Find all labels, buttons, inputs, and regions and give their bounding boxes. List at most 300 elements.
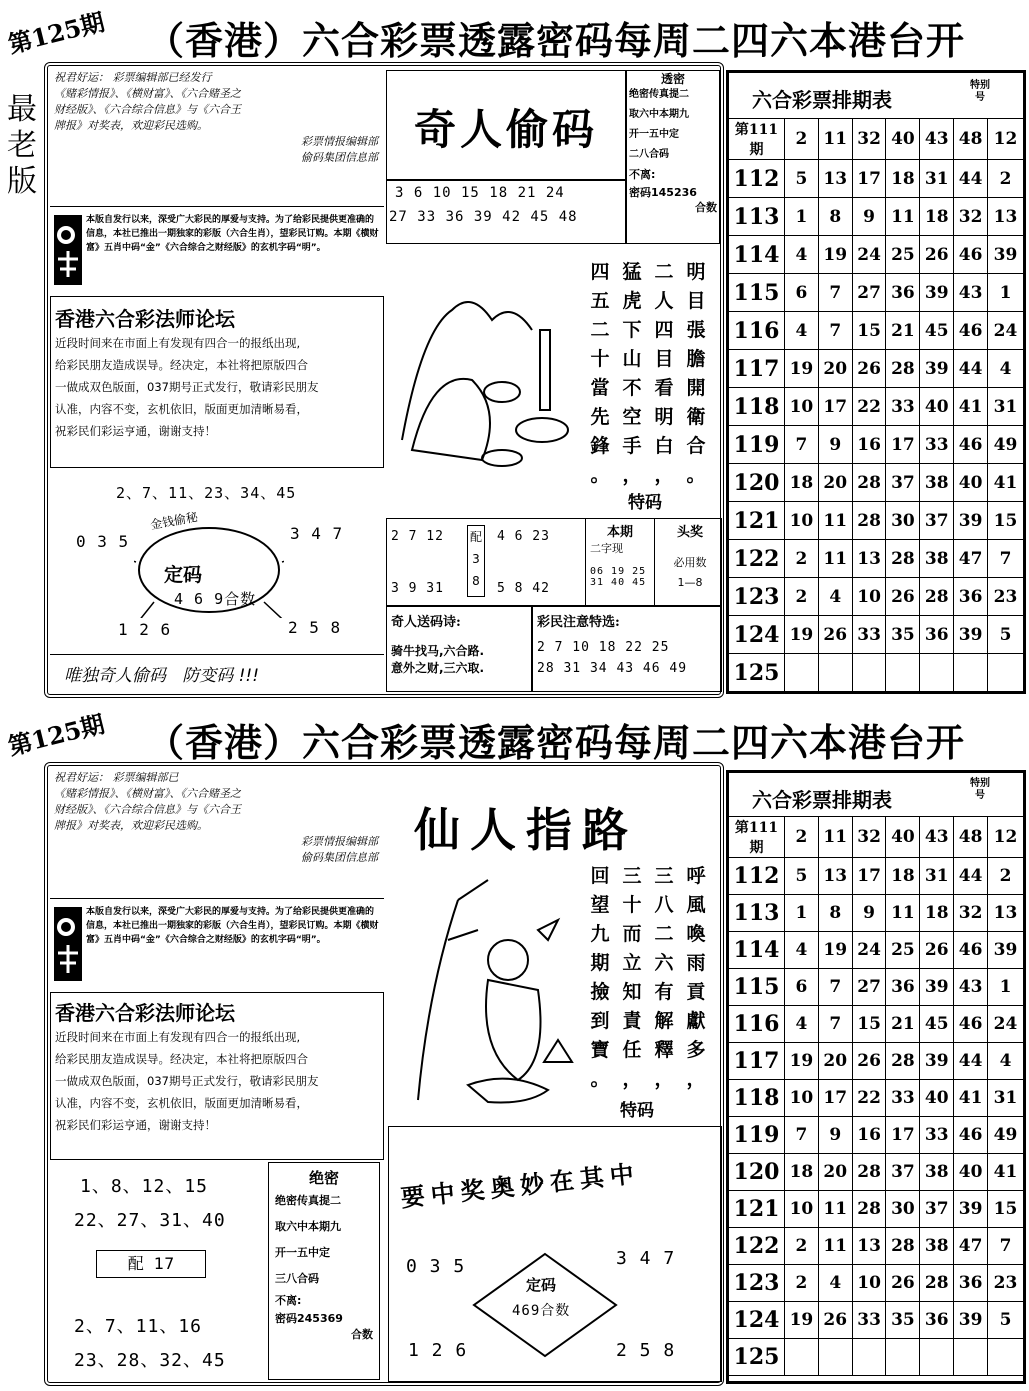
forum-line: 一做成双色版面，037期号正式发行，敬请彩民朋友 [55,380,319,394]
schedule-number: 30 [886,502,920,540]
poem-gift-box [386,606,532,692]
schedule-number: 28 [852,502,886,540]
schedule-number: 11 [886,198,920,236]
schedule-special: 24 [988,312,1024,350]
special-box [532,606,722,692]
schedule-number: 46 [954,426,988,464]
schedule-number: 28 [886,350,920,388]
schedule-row [729,1191,1024,1228]
schedule-number: 27 [852,274,886,312]
schedule-number [818,1339,852,1376]
schedule-number [785,654,819,692]
schedule-number: 41 [954,1080,988,1117]
schedule-number [920,1339,954,1376]
poem-gift-line: 骑牛找马,六合路. [391,644,485,658]
schedule-title-2: 六合彩票排期表 [752,788,892,812]
forum-line: 认准，内容不变，玄机依旧，版面更加清晰易看， [55,402,308,416]
schedule-number: 19 [785,1302,819,1339]
schedule-number: 37 [886,464,920,502]
schedule-number: 19 [818,932,852,969]
schedule-row [729,1080,1024,1117]
poem-char: 二 [654,923,674,945]
secret-buli: 不离: [629,168,656,181]
schedule-special: 49 [988,1117,1024,1154]
diamond-left: 0 3 5 [406,1256,466,1277]
poem-char: 四 [590,261,610,283]
schedule-number: 11 [818,1191,852,1228]
schedule-number: 4 [785,932,819,969]
schedule-number: 38 [920,540,954,578]
issue-number-2: 第125期 [5,709,108,761]
schedule-number: 46 [954,312,988,350]
side-label-char: 老 [7,128,37,163]
schedule-number: 18 [886,160,920,198]
schedule-number: 41 [954,388,988,426]
schedule-number: 18 [920,895,954,932]
poem-char: 虎 [622,290,642,312]
pei-mid-num: 8 [472,574,480,588]
schedule-special: 7 [988,1228,1024,1265]
pei-mid [467,525,485,597]
poem-char: ， [622,1068,642,1090]
schedule-number: 7 [818,969,852,1006]
schedule-special: 13 [988,895,1024,932]
poem-char: 目 [654,348,674,370]
schedule-number: 20 [818,464,852,502]
schedule-number: 13 [818,160,852,198]
schedule-number: 33 [852,616,886,654]
schedule-number: 24 [852,236,886,274]
pei-mid-num: 3 [472,552,480,566]
schedule-number: 26 [920,236,954,274]
poem-char: 空 [622,406,642,428]
schedule-special: 41 [988,1154,1024,1191]
schedule-number: 36 [954,578,988,616]
schedule-number: 10 [785,1080,819,1117]
schedule-number: 19 [785,1043,819,1080]
schedule-number: 17 [852,858,886,895]
juemi-line: 绝密传真提二 [275,1194,341,1207]
schedule-row [729,312,1024,350]
poem-col [588,258,612,490]
schedule-period: 115 [729,969,785,1006]
schedule-number: 39 [954,616,988,654]
schedule-number: 8 [818,198,852,236]
poem-char: 八 [654,894,674,916]
schedule-number: 10 [785,1191,819,1228]
schedule-number: 36 [886,274,920,312]
greeting-line: 《赌彩情报》、《横财富》、《六合赌圣之 [54,787,241,800]
greeting-line: 牌报》对奖表，欢迎彩民选购。 [54,819,208,832]
schedule-number: 36 [920,616,954,654]
poem-char: 期 [590,952,610,974]
poem-char: 十 [622,894,642,916]
schedule-number: 10 [785,502,819,540]
benqi-title: 本期 [606,525,633,540]
schedule-period: 117 [729,1043,785,1080]
schedule-number: 33 [852,1302,886,1339]
schedule-number: 22 [852,388,886,426]
poem-char: 張 [686,319,706,341]
poem-char: 寶 [590,1039,610,1061]
schedule-number: 43 [920,119,954,160]
schedule-number: 28 [852,1154,886,1191]
schedule-number: 26 [886,578,920,616]
dingma-block [50,472,384,652]
schedule-number: 4 [818,1265,852,1302]
schedule-number: 2 [785,578,819,616]
schedule-number: 5 [785,160,819,198]
schedule-special-head-2: 特别号 [970,778,990,801]
schedule-period: 119 [729,426,785,464]
schedule-period: 120 [729,464,785,502]
schedule-number: 16 [852,1117,886,1154]
secret-code: 密码145236 [629,186,697,199]
benqi-num: 06 19 25 [590,566,647,577]
schedule-row [729,578,1024,616]
schedule-row [729,502,1024,540]
poem-char: 責 [622,1010,642,1032]
schedule-period: 第111期 [729,119,785,160]
schedule-number: 36 [886,969,920,1006]
schedule-period: 112 [729,858,785,895]
schedule-number: 37 [886,1154,920,1191]
poem-char: 九 [590,923,610,945]
schedule-number: 39 [954,502,988,540]
schedule-number: 32 [852,119,886,160]
poem-char: 三 [622,865,642,887]
schedule-number: 43 [954,274,988,312]
poem-col [652,258,676,490]
schedule-number: 45 [920,1006,954,1043]
schedule-special: 5 [988,1302,1024,1339]
schedule-number: 18 [785,1154,819,1191]
toujiang-box [659,521,721,589]
juemi-buli: 不离: [275,1294,302,1307]
schedule-number: 35 [886,616,920,654]
schedule-number: 11 [818,540,852,578]
schedule-number [852,1339,886,1376]
nums-box [386,180,626,244]
pei-left2: 3 9 31 [391,581,444,596]
bottom-numbers [50,1162,266,1380]
poem-char: 二 [654,261,674,283]
greeting-line: 财经版》、《六合综合信息》与《六合王 [54,803,241,816]
schedule-period: 119 [729,1117,785,1154]
schedule-period: 121 [729,502,785,540]
schedule-number: 4 [785,1006,819,1043]
schedule-number: 22 [852,1080,886,1117]
forum-line: 近段时间来在市面上有发现有四合一的报纸出现, [55,336,301,350]
schedule-number [818,654,852,692]
poem-char: 撿 [590,981,610,1003]
special-line: 28 31 34 43 46 49 [537,661,688,676]
schedule-special: 31 [988,388,1024,426]
schedule-period: 123 [729,578,785,616]
schedule-number: 44 [954,858,988,895]
schedule-number: 7 [818,1006,852,1043]
schedule-period: 115 [729,274,785,312]
page-title: 奇人偷码 [413,105,598,154]
poem-char: 。 [590,1068,610,1090]
juemi-line: 取六中本期九 [275,1220,341,1233]
schedule-number: 11 [818,1228,852,1265]
schedule-number: 10 [785,388,819,426]
diamond-center-title: 定码 [526,1276,557,1294]
title-box [386,70,626,180]
schedule-row [729,388,1024,426]
poem-char: 手 [622,435,642,457]
schedule-special: 41 [988,464,1024,502]
schedule-period: 125 [729,1339,785,1376]
schedule-number: 33 [920,1117,954,1154]
schedule-number: 17 [886,1117,920,1154]
schedule-number: 18 [886,858,920,895]
poem-char: 到 [590,1010,610,1032]
schedule-row [729,858,1024,895]
schedule-number: 37 [920,1191,954,1228]
schedule-period: 113 [729,895,785,932]
schedule-period: 第111期 [729,817,785,858]
poem-col [684,258,708,490]
schedule-period: 120 [729,1154,785,1191]
schedule-number: 7 [785,426,819,464]
schedule-special: 39 [988,932,1024,969]
schedule-row [729,426,1024,464]
schedule-special: 15 [988,502,1024,540]
secret-sum: 合数 [695,201,717,214]
poem-char: 風 [686,894,706,916]
schedule-number [954,1339,988,1376]
poem-col [620,258,644,490]
forum-line: 祝彩民们彩运亨通，谢谢支持！ [55,424,216,438]
dingma-bottom-left: 1 2 6 [118,620,172,639]
schedule-number: 26 [818,616,852,654]
schedule-special: 39 [988,236,1024,274]
schedule-number: 26 [818,1302,852,1339]
poem-char: 白 [654,435,674,457]
schedule-number [886,654,920,692]
schedule-period: 117 [729,350,785,388]
schedule-period: 122 [729,1228,785,1265]
schedule-period: 122 [729,540,785,578]
schedule-number [886,1339,920,1376]
schedule-number: 17 [886,426,920,464]
schedule-number: 30 [886,1191,920,1228]
schedule-number: 26 [920,932,954,969]
schedule-number: 10 [852,1265,886,1302]
schedule-row [729,464,1024,502]
schedule-special: 12 [988,119,1024,160]
schedule-number: 46 [954,932,988,969]
schedule-number: 35 [886,1302,920,1339]
schedule-number: 1 [785,198,819,236]
diamond-bottom-left: 1 2 6 [408,1340,468,1361]
schedule-table-2 [728,816,1024,1376]
forum-block [50,296,384,468]
schedule-number: 16 [852,426,886,464]
schedule-number: 6 [785,274,819,312]
schedule-number: 20 [818,350,852,388]
schedule-number: 38 [920,464,954,502]
schedule-number: 25 [886,932,920,969]
poem-char: 先 [590,406,610,428]
schedule-number: 15 [852,312,886,350]
poem-char: 知 [622,981,642,1003]
logo-icon [54,907,82,981]
schedule-row [729,817,1024,858]
schedule-row [729,1265,1024,1302]
tema-label-2: 特码 [620,1101,654,1121]
dingma-left: 0 3 5 [76,532,130,551]
poem-gift-title: 奇人送码诗: [391,615,461,630]
schedule-row [729,540,1024,578]
poem-columns [588,258,708,490]
forum-block-2 [50,992,384,1160]
notice-block [50,206,384,292]
greeting-line: 《赌彩情报》、《横财富》、《六合赌圣之 [54,87,241,100]
notice-text: 本版自发行以来，深受广大彩民的厚爱与支持。为了给彩民提供更准确的信息，本社已推出一期独家的彩版（六合生肖），望彩民订购。本期《横财富》五肖中码“金”《六合综合之财经版》的玄机字码“明”。 [86,907,379,945]
schedule-number: 4 [785,312,819,350]
schedule-number: 8 [818,895,852,932]
poem-char: 釋 [654,1039,674,1061]
schedule-number [920,654,954,692]
schedule-number: 40 [954,464,988,502]
schedule-number: 7 [785,1117,819,1154]
poem-char: 開 [686,377,706,399]
schedule-period: 112 [729,160,785,198]
schedule-number: 11 [818,502,852,540]
schedule-number: 28 [852,1191,886,1228]
arc-text: 要中奖奥妙在其中 [399,1158,642,1213]
schedule-number: 46 [954,1117,988,1154]
poem-char: 目 [686,290,706,312]
poem-col [588,862,612,1094]
schedule-number: 21 [886,1006,920,1043]
number-row: 3 6 10 15 18 21 24 [395,185,565,201]
schedule-number: 17 [852,160,886,198]
notice-block-2 [50,898,384,990]
schedule-row [729,616,1024,654]
forum-body [51,1026,383,1136]
secret-line: 开一五中定 [629,129,679,140]
poem-char: 。 [686,464,706,486]
schedule-number: 44 [954,1043,988,1080]
poem-char: 看 [654,377,674,399]
bottom-num-line: 22、27、31、40 [74,1210,226,1231]
forum-body [51,332,383,442]
pei-right1: 4 6 23 [497,529,550,544]
poem-char: 五 [590,290,610,312]
toujiang-sub: 必用数 [673,556,707,569]
schedule-period: 121 [729,1191,785,1228]
schedule-number: 26 [852,350,886,388]
logo-icon [54,215,82,285]
schedule-special: 15 [988,1191,1024,1228]
schedule-special: 7 [988,540,1024,578]
greeting-line: 财经版》、《六合综合信息》与《六合王 [54,103,241,116]
juemi-line: 开一五中定 [275,1246,330,1259]
schedule-number: 13 [818,858,852,895]
schedule-number: 4 [818,578,852,616]
poem-char: 衛 [686,406,706,428]
greeting-line: 牌报》对奖表，欢迎彩民选购。 [54,119,208,132]
schedule-special: 1 [988,274,1024,312]
greeting-sign: 偷码集团信息部 [301,851,378,864]
poem-char: 合 [686,435,706,457]
schedule-number: 28 [852,464,886,502]
poem-char: 人 [654,290,674,312]
poem-char: 呼 [686,865,706,887]
poem-char: 立 [622,952,642,974]
side-label-char: 最 [7,92,37,127]
schedule-number: 15 [852,1006,886,1043]
greeting-sign: 偷码集团信息部 [301,151,378,164]
schedule-number: 38 [920,1228,954,1265]
diamond-right: 3 4 7 [616,1248,676,1269]
diamond-center-sub: 469合数 [512,1303,571,1319]
benqi-box [585,519,655,605]
poem-char: 有 [654,981,674,1003]
schedule-number: 40 [920,388,954,426]
side-label [2,92,42,200]
greeting-sign: 彩票情报编辑部 [301,835,378,848]
greeting-line: 祝君好运： 彩票编辑部已 [54,771,179,784]
schedule-number: 47 [954,1228,988,1265]
schedule-number: 11 [818,817,852,858]
juemi-sum: 合数 [351,1328,373,1341]
dingma-top-numbers: 2、7、11、23、34、45 [116,484,297,502]
poem-char: ， [686,1068,706,1090]
poem-char: ， [654,1068,674,1090]
dingma-arc: 金钱偷秘 [149,509,199,533]
schedule-special: 4 [988,350,1024,388]
forum-line: 给彩民朋友造成误导。经决定，本社将把原版四合 [55,358,308,372]
schedule-row [729,1043,1024,1080]
schedule-number: 47 [954,540,988,578]
schedule-period: 118 [729,388,785,426]
schedule-number: 44 [954,350,988,388]
schedule-number: 19 [785,350,819,388]
poem-char: 當 [590,377,610,399]
schedule-row [729,1154,1024,1191]
schedule-number: 1 [785,895,819,932]
dingma-center-sub: 4 6 9合数 [174,590,257,608]
schedule-period: 124 [729,616,785,654]
toujiang-range: 1—8 [677,576,703,589]
poem-char: 四 [654,319,674,341]
schedule-row [729,1006,1024,1043]
secret-line: 绝密传真提二 [629,89,689,100]
dingma-right: 3 4 7 [290,524,344,543]
schedule-row [729,895,1024,932]
schedule-special: 1 [988,969,1024,1006]
poem-char: 多 [686,1039,706,1061]
schedule-special: 31 [988,1080,1024,1117]
schedule-number: 7 [818,274,852,312]
schedule-number: 38 [920,1154,954,1191]
schedule-number: 36 [920,1302,954,1339]
schedule-special: 49 [988,426,1024,464]
schedule-number: 40 [886,817,920,858]
schedule-number: 18 [785,464,819,502]
schedule-number: 20 [818,1154,852,1191]
schedule-row [729,1117,1024,1154]
schedule-number: 32 [954,895,988,932]
poem-char: 任 [622,1039,642,1061]
poem-char: 喚 [686,923,706,945]
poem-columns-2 [588,862,708,1094]
